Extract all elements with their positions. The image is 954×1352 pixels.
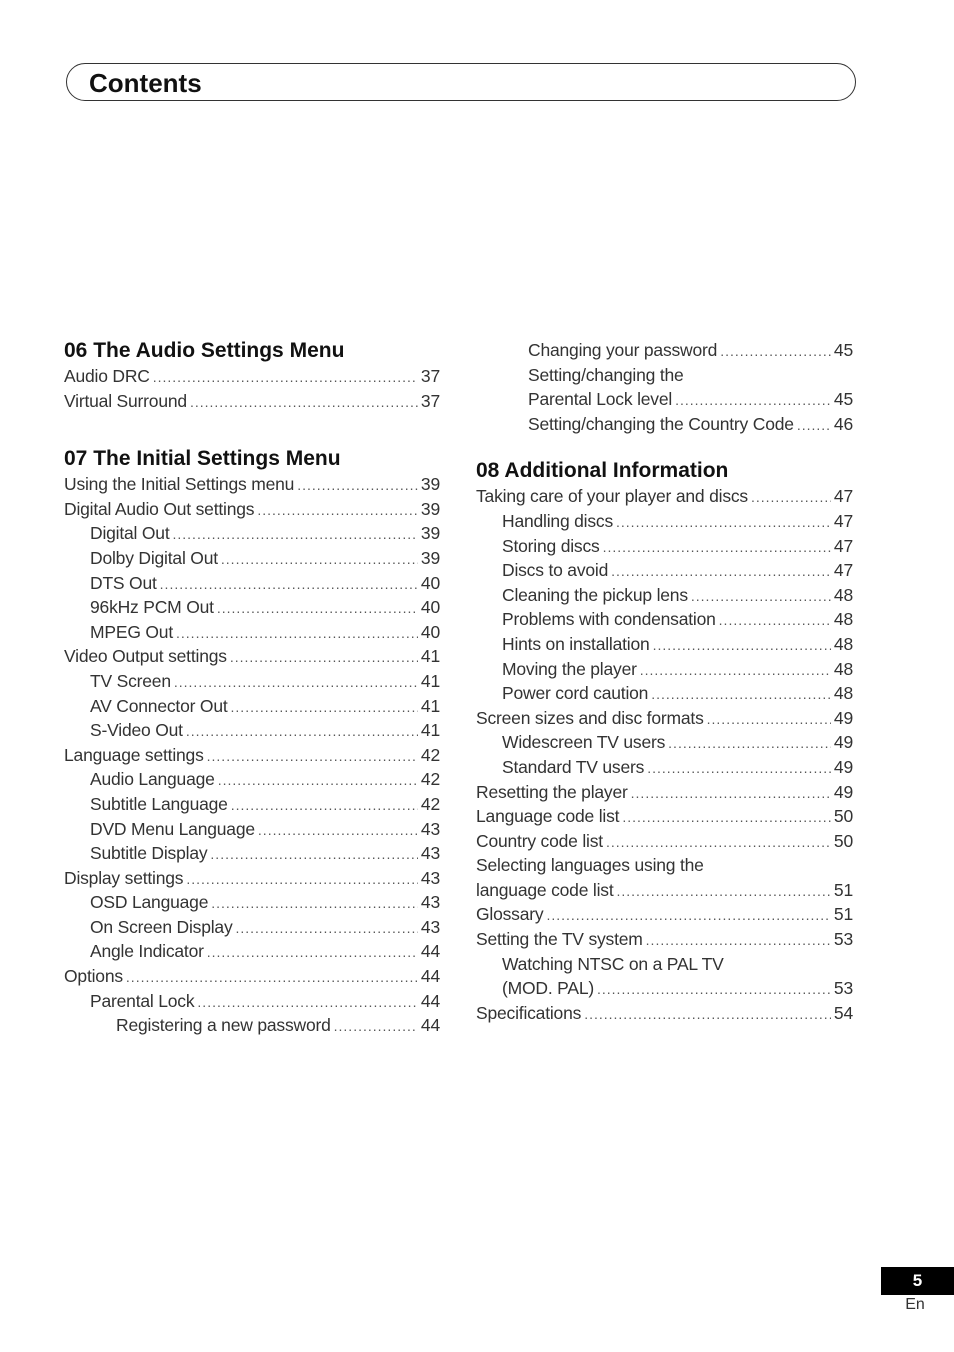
toc-entry-registering-password[interactable]: Registering a new password ..... 44 (64, 1013, 440, 1038)
toc-entry-watching-ntsc[interactable]: Watching NTSC on a PAL TV (502, 953, 724, 974)
toc-entry-dts-out[interactable]: DTS Out ..... 40 (64, 571, 440, 596)
toc-entry-tv-screen[interactable]: TV Screen ..... 41 (64, 669, 440, 694)
toc-entry-on-screen-display[interactable]: On Screen Display ..... 43 (64, 915, 440, 940)
toc-entry-country-code-list[interactable]: Country code list ..... 50 (476, 829, 853, 854)
toc-left-column (64, 338, 440, 1038)
toc-entry-country-code[interactable]: Setting/changing the Country Code ..... 46 (476, 412, 853, 437)
section-heading-07: 07 The Initial Settings Menu (64, 447, 341, 471)
section-heading-06: 06 The Audio Settings Menu (64, 339, 345, 362)
toc-entry-dolby-digital-out[interactable]: Dolby Digital Out ..... 39 (64, 546, 440, 571)
toc-entry-subtitle-language[interactable]: Subtitle Language ..... 42 (64, 792, 440, 817)
toc-entry-audio-drc[interactable]: Audio DRC ..... 37 (64, 364, 440, 389)
toc-entry-setting-tv-system[interactable]: Setting the TV system ..... 53 (476, 927, 853, 952)
toc-entry-subtitle-display[interactable]: Subtitle Display ..... 43 (64, 841, 440, 866)
toc-entry-s-video-out[interactable]: S-Video Out ..... 41 (64, 718, 440, 743)
toc-entry-taking-care[interactable]: Taking care of your player and discs ..... 47 (476, 484, 853, 509)
toc-entry-glossary[interactable]: Glossary ..... 51 (476, 902, 853, 927)
toc-entry-specifications[interactable]: Specifications ..... 54 (476, 1001, 853, 1026)
toc-entry-av-connector-out[interactable]: AV Connector Out ..... 41 (64, 694, 440, 719)
toc-entry-display-settings[interactable]: Display settings ..... 43 (64, 866, 440, 891)
toc-entry-resetting-player[interactable]: Resetting the player ..... 49 (476, 780, 853, 805)
toc-entry-cleaning-pickup-lens[interactable]: Cleaning the pickup lens ..... 48 (476, 583, 853, 608)
toc-entry-standard-tv-users[interactable]: Standard TV users ..... 49 (476, 755, 853, 780)
toc-entry-osd-language[interactable]: OSD Language ..... 43 (64, 890, 440, 915)
toc-list-07-continued (476, 338, 853, 436)
toc-entry-handling-discs[interactable]: Handling discs ..... 47 (476, 509, 853, 534)
toc-entry-digital-out[interactable]: Digital Out ..... 39 (64, 521, 440, 546)
toc-entry-dvd-menu-language[interactable]: DVD Menu Language ..... 43 (64, 817, 440, 842)
toc-entry-moving-player[interactable]: Moving the player ..... 48 (476, 657, 853, 682)
toc-entry-screen-sizes[interactable]: Screen sizes and disc formats ..... 49 (476, 706, 853, 731)
toc-right-column (476, 338, 853, 1025)
toc-entry-options[interactable]: Options ..... 44 (64, 964, 440, 989)
toc-entry-widescreen-tv-users[interactable]: Widescreen TV users ..... 49 (476, 730, 853, 755)
toc-entry-parental-lock-level[interactable]: Parental Lock level ..... 45 (476, 387, 853, 412)
toc-entry-storing-discs[interactable]: Storing discs ..... 47 (476, 534, 853, 559)
toc-entry-audio-language[interactable]: Audio Language ..... 42 (64, 767, 440, 792)
toc-entry-initial-settings-menu[interactable]: Using the Initial Settings menu ..... 39 (64, 472, 440, 497)
toc-entry-setting-changing-the[interactable]: Setting/changing the (528, 364, 684, 385)
toc-entry-96khz-pcm-out[interactable]: 96kHz PCM Out ..... 40 (64, 595, 440, 620)
toc-entry-virtual-surround[interactable]: Virtual Surround ..... 37 (64, 389, 440, 414)
toc-entry-power-cord-caution[interactable]: Power cord caution ..... 48 (476, 681, 853, 706)
toc-entry-digital-audio-out[interactable]: Digital Audio Out settings ..... 39 (64, 497, 440, 522)
toc-entry-selecting-languages[interactable]: Selecting languages using the (476, 855, 704, 876)
section-heading-08: 08 Additional Information (476, 459, 729, 483)
toc-entry-parental-lock[interactable]: Parental Lock ..... 44 (64, 989, 440, 1014)
toc-entry-condensation[interactable]: Problems with condensation ..... 48 (476, 607, 853, 632)
page-number-badge: 5 (881, 1267, 954, 1295)
toc-entry-language-code-list-cont[interactable]: language code list ..... 51 (476, 878, 853, 903)
toc-entry-changing-password[interactable]: Changing your password ..... 45 (476, 338, 853, 363)
language-code: En (905, 1296, 925, 1313)
toc-list-08 (476, 484, 853, 1025)
toc-entry-angle-indicator[interactable]: Angle Indicator ..... 44 (64, 939, 440, 964)
contents-title-bar (66, 63, 856, 101)
toc-entry-hints-installation[interactable]: Hints on installation ..... 48 (476, 632, 853, 657)
toc-entry-language-code-list[interactable]: Language code list ..... 50 (476, 804, 853, 829)
toc-entry-discs-to-avoid[interactable]: Discs to avoid ..... 47 (476, 558, 853, 583)
toc-entry-mpeg-out[interactable]: MPEG Out ..... 40 (64, 620, 440, 645)
toc-list-06 (64, 364, 440, 413)
toc-list-07 (64, 472, 440, 1038)
toc-entry-video-output-settings[interactable]: Video Output settings ..... 41 (64, 644, 440, 669)
page-title: Contents (89, 68, 202, 98)
toc-entry-mod-pal[interactable]: (MOD. PAL) ..... 53 (476, 976, 853, 1001)
toc-entry-language-settings[interactable]: Language settings ..... 42 (64, 743, 440, 768)
